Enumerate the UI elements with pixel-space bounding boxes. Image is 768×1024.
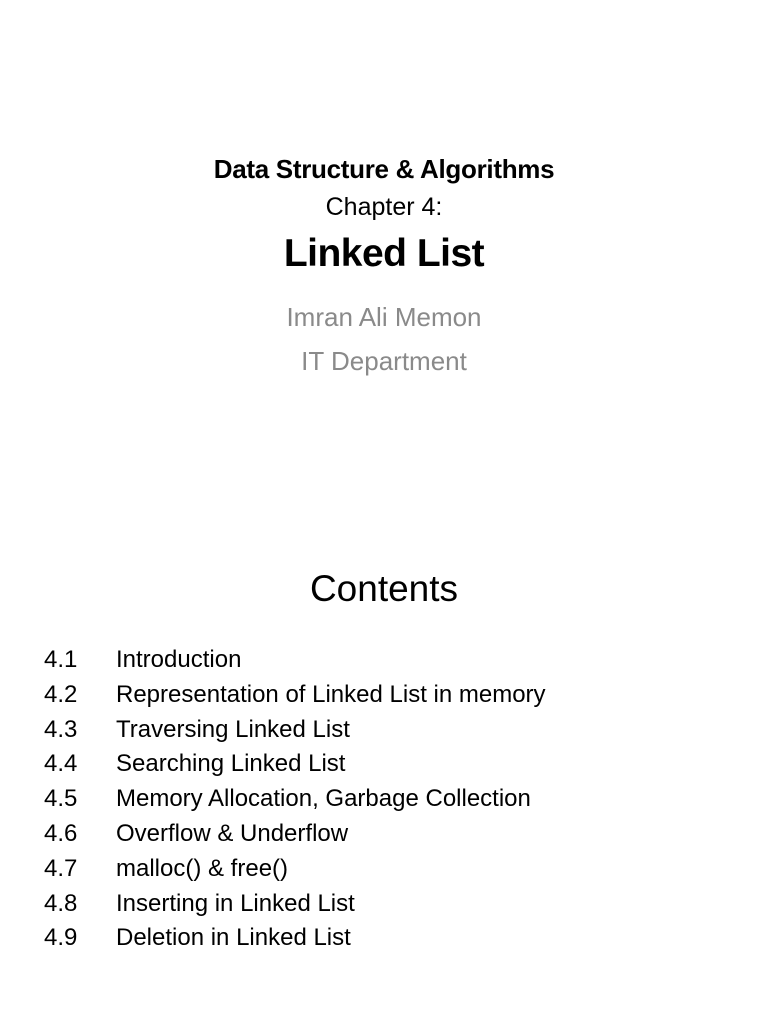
- contents-item: [44, 887, 546, 922]
- contents-item: [44, 643, 546, 678]
- contents-item-number: 4.7: [44, 854, 78, 882]
- contents-item-number: 4.2: [44, 680, 78, 708]
- contents-item: [44, 713, 546, 748]
- contents-item-text: Overflow & Underflow: [116, 819, 349, 847]
- contents-item-number: 4.4: [44, 750, 78, 778]
- chapter-label: Chapter 4:: [325, 193, 443, 221]
- contents-list: [44, 643, 546, 956]
- contents-item-text: Inserting in Linked List: [116, 889, 355, 917]
- contents-item-number: 4.5: [44, 785, 78, 813]
- contents-heading: Contents: [309, 568, 459, 609]
- contents-item-text: Traversing Linked List: [116, 715, 350, 743]
- contents-item-text: Memory Allocation, Garbage Collection: [116, 785, 531, 813]
- contents-item-number: 4.8: [44, 889, 78, 917]
- contents-item-text: Representation of Linked List in memory: [116, 680, 546, 708]
- contents-item-text: Searching Linked List: [116, 750, 346, 778]
- contents-item: [44, 747, 546, 782]
- department-name: IT Department: [301, 346, 467, 376]
- contents-item-text: Deletion in Linked List: [116, 924, 351, 952]
- contents-item-number: 4.6: [44, 819, 78, 847]
- contents-slide: [0, 520, 768, 1024]
- author-name: Imran Ali Memon: [286, 302, 482, 332]
- contents-item-number: 4.1: [44, 646, 78, 673]
- contents-item: [44, 782, 546, 817]
- contents-item-number: 4.9: [44, 924, 78, 952]
- contents-item: [44, 817, 546, 852]
- contents-item-number: 4.3: [44, 715, 78, 743]
- contents-item-text: malloc() & free(): [116, 854, 289, 882]
- contents-item: [44, 678, 546, 713]
- slide-title: Linked List: [283, 232, 485, 275]
- contents-item: [44, 921, 546, 956]
- course-title: Data Structure & Algorithms: [213, 154, 555, 184]
- contents-item-text: Introduction: [116, 646, 242, 673]
- contents-item: [44, 852, 546, 887]
